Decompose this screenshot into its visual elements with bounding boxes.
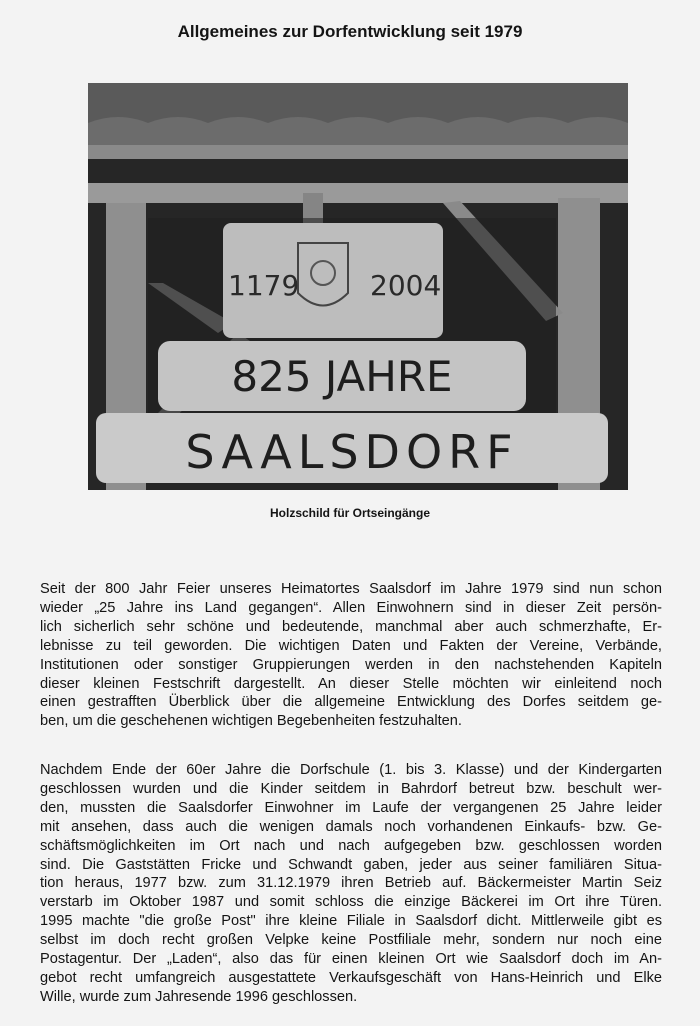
paragraph-line: mit ansehen, dass auch die wenigen damals noch vorhandenen Einkaufs- bzw. Ge-: [40, 818, 662, 835]
sign-year-right: 2004: [370, 269, 442, 302]
paragraph-line: Seit der 800 Jahr Feier unseres Heimatortes Saalsdorf im Jahre 1979 sind nun schon: [40, 581, 662, 597]
paragraph-line: lich sicherlich sehr schöne und bedeutende, manchmal aber auch schmerzhafte, Er-: [40, 618, 662, 635]
paragraph-line: den, mussten die Saalsdorfer Einwohner im Laufe der vergangenen 25 Jahre leider: [40, 799, 662, 816]
paragraph-line: Postagentur. Der „Laden“, also das für einen kleinen Ort wie Saalsdorf doch im An-: [40, 951, 662, 968]
paragraph-line: schäftsmöglichkeiten im Ort nach und nach aufgegeben bzw. geschlossen worden: [40, 837, 662, 854]
paragraph-line: Nachdem Ende der 60er Jahre die Dorfschule (1. bis 3. Klasse) und der Kindergarten: [40, 762, 662, 778]
sign-line-2: SAALSDORF: [185, 425, 519, 479]
paragraph-line: verstarb im Oktober 1987 und somit schloss die einzige Bäckerei im Ort ihre Türen.: [40, 894, 662, 911]
paragraph-line: Wille, wurde zum Jahresende 1996 geschlossen.: [40, 988, 358, 1005]
paragraph-line: ben, um die geschehenen wichtigen Begebenheiten festzuhalten.: [40, 713, 462, 730]
sign-year-left: 1179: [228, 269, 300, 302]
paragraph-line: selbst im doch recht großen Velpke keine Postfiliale mehr, sondern nur noch eine: [40, 932, 662, 949]
figure-caption: Holzschild für Ortseingänge: [269, 506, 431, 520]
paragraph-line: einen gestrafften Überblick über die allgemeine Entwicklung des Dorfes seitdem ge-: [40, 694, 662, 711]
paragraph-line: 1995 machte "die große Post" ihre kleine Filiale in Saalsdorf dicht. Mittlerweile gibt es: [40, 913, 662, 930]
sign-photo: [88, 83, 628, 490]
paragraph-line: tion heraus, 1977 bzw. zum 31.12.1979 ihren Betrieb auf. Bäckermeister Martin Seiz: [40, 875, 662, 892]
paragraph-line: gebot recht umfangreich ausgestattete Verkaufsgeschäft von Hans-Heinrich und Elke: [40, 969, 662, 986]
paragraph-line: Institutionen oder sonstiger Gruppierungen werden in den nachstehenden Kapiteln: [40, 656, 662, 673]
paragraph-line: wieder „25 Jahre ins Land gegangen“. Allen Einwohnern sind in dieser Zeit persön-: [40, 599, 662, 616]
paragraph-line: dieser kleinen Festschrift dargestellt. An dieser Stelle möchten wir einleitend noch: [40, 675, 662, 692]
paragraph-line: sind. Die Gaststätten Fricke und Schwandt gaben, jeder aus seiner familiären Situa-: [40, 856, 662, 873]
paragraph-line: geschlossen wurden und die Kinder seitdem in Bahrdorf betreut bzw. beschult wer-: [40, 780, 662, 797]
page-title: Allgemeines zur Dorfentwicklung seit 1979: [177, 22, 523, 41]
sign-line-1: 825 JAHRE: [231, 352, 453, 401]
paragraph-1: [40, 580, 662, 731]
paragraph-line: lebnisse zu teil geworden. Die wichtigen Daten und Fakten der Vereine, Verbände,: [40, 637, 662, 654]
paragraph-2: [40, 761, 662, 1007]
